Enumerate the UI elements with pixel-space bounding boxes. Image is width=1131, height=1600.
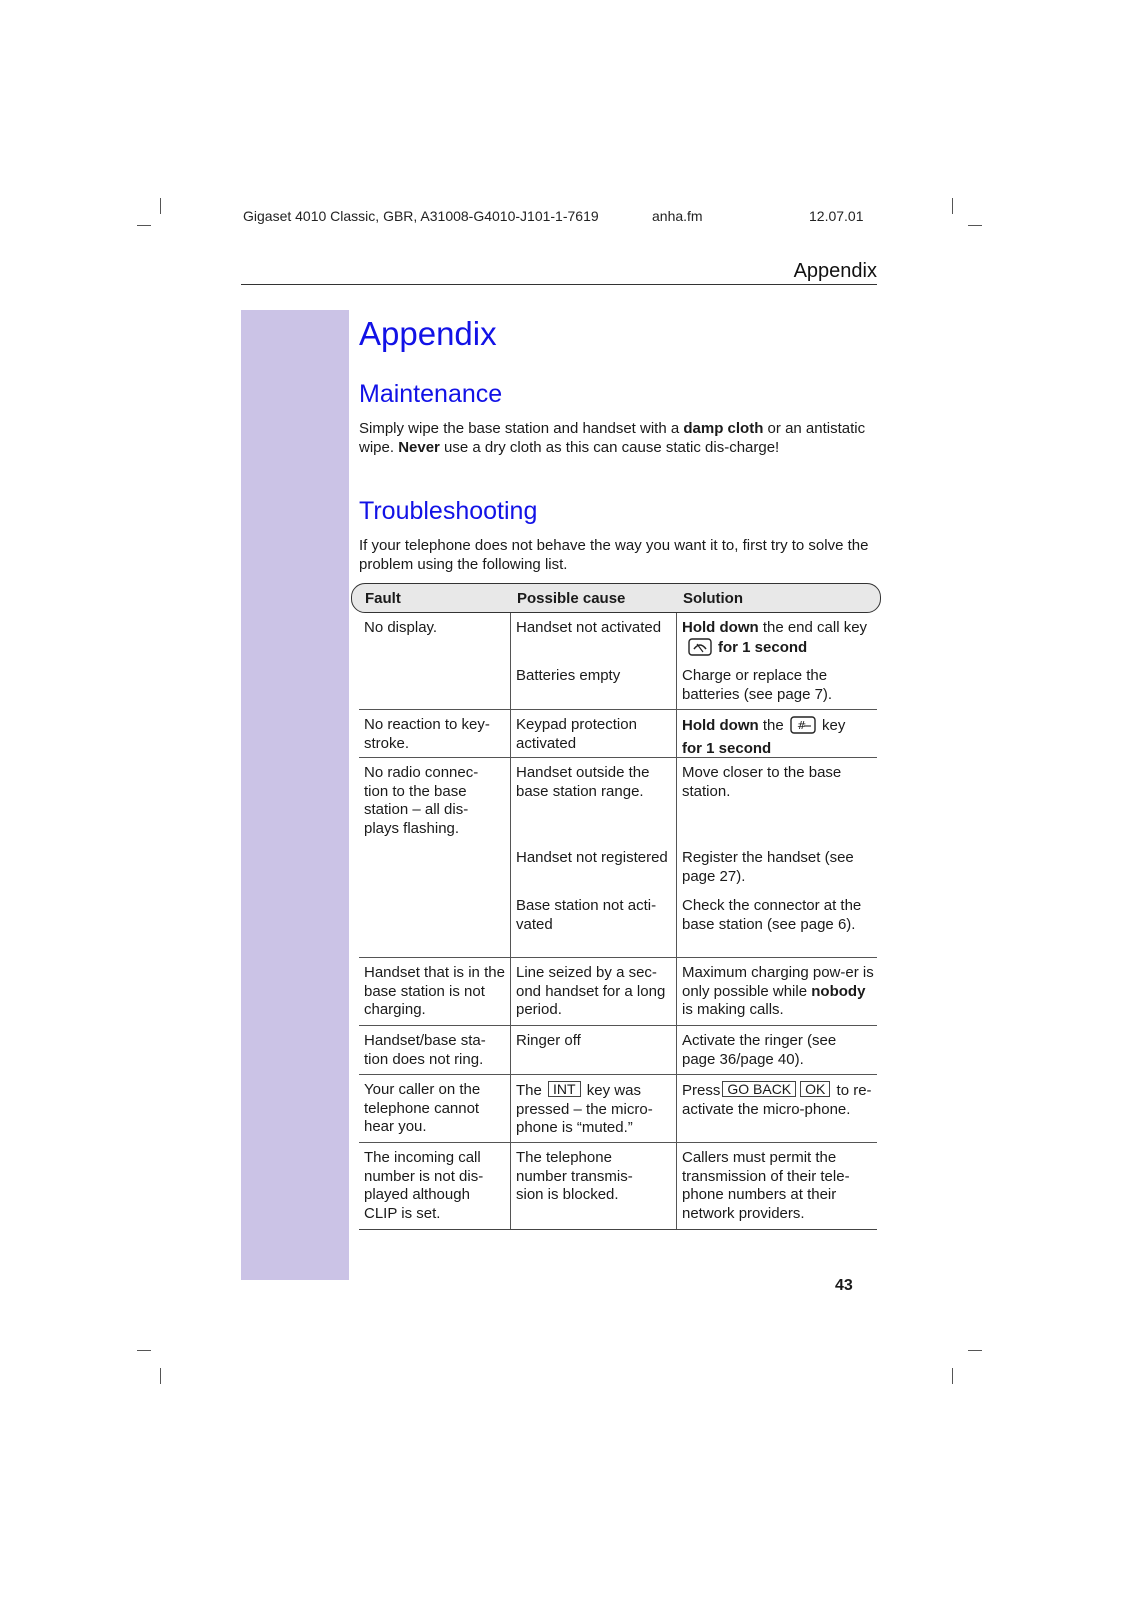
table-row (359, 958, 877, 1026)
solution-cell: Register the handset (see page 27). (682, 849, 854, 885)
solution-cell: Check the connector at the base station (see page 6). (682, 897, 862, 933)
solution-text: key (817, 717, 846, 734)
end-call-key-icon (688, 638, 712, 662)
page-title: Appendix (359, 315, 497, 352)
table-row (359, 1075, 877, 1143)
cause-cell: Line seized by a sec-ond handset for a long period. (516, 964, 666, 1018)
crop-mark (160, 1368, 161, 1384)
table-row (359, 613, 877, 710)
crop-mark (952, 198, 953, 214)
table-row (359, 1143, 877, 1230)
header-solution: Solution (683, 590, 743, 607)
fault-cell: No radio connec-tion to the base station – all dis-plays flashing. (364, 764, 479, 837)
solution-text: is making calls. (682, 1001, 784, 1018)
header-cause: Possible cause (517, 590, 626, 607)
fault-cell: No display. (364, 619, 438, 636)
solution-cell: Move closer to the base station. (682, 764, 842, 800)
solution-cell (682, 619, 877, 661)
table-row (359, 710, 877, 758)
crop-mark (968, 1350, 982, 1351)
cause-cell: Keypad protection activated (516, 716, 637, 752)
maintenance-text (359, 419, 877, 457)
solution-bold: for 1 second (718, 638, 808, 656)
cause-cell: Handset not activated (516, 619, 662, 636)
cause-text: key was pressed – the micro-phone is “muted.” (516, 1082, 653, 1136)
fault-cell: The incoming call number is not dis-played although CLIP is set. (364, 1149, 484, 1222)
solution-cell: Activate the ringer (see page 36/page 40). (682, 1032, 837, 1068)
solution-text: the (758, 717, 788, 734)
page-number: 43 (835, 1277, 853, 1294)
solution-text: the end call key (758, 619, 868, 636)
troubleshooting-heading: Troubleshooting (359, 497, 538, 525)
solution-cell (682, 1081, 877, 1119)
cause-cell (516, 1081, 676, 1138)
cause-cell: Handset not registered (516, 849, 668, 866)
fault-cell: Handset/base sta-tion does not ring. (364, 1032, 486, 1068)
solution-cell (682, 964, 877, 1020)
solution-bold: for 1 second (682, 739, 772, 757)
solution-cell: Callers must permit the transmission of their tele-phone numbers at their network providers. (682, 1149, 850, 1222)
doc-date: 12.07.01 (809, 208, 864, 224)
fault-cell: Handset that is in the base station is not charging. (364, 964, 505, 1018)
maintenance-text-3: use a dry cloth as this can cause static dis-charge! (439, 439, 780, 456)
troubleshooting-intro: If your telephone does not behave the way you want it to, first try to solve the problem using the following list. (359, 537, 869, 573)
crop-mark (952, 1368, 953, 1384)
maintenance-bold-2: Never (398, 439, 440, 456)
cause-cell: Base station not acti-vated (516, 897, 657, 933)
solution-cell (682, 716, 877, 758)
troubleshooting-table (359, 583, 877, 1230)
solution-bold: Hold down (682, 717, 759, 734)
maintenance-bold-1: damp cloth (683, 420, 764, 437)
section-header (241, 256, 877, 285)
ok-key: OK (800, 1081, 830, 1097)
solution-text: to re-activate the micro-phone. (682, 1082, 872, 1118)
fault-cell: No reaction to key-stroke. (364, 716, 490, 752)
maintenance-text-1: Simply wipe the base station and handset with a (359, 420, 684, 437)
svg-text:#: # (796, 719, 807, 732)
crop-mark (968, 225, 982, 226)
crop-mark (137, 1350, 151, 1351)
maintenance-text-2: or an antistatic wipe. (359, 420, 866, 456)
crop-mark (160, 198, 161, 214)
cause-cell: The telephone number transmis-sion is blocked. (516, 1149, 633, 1203)
int-key: INT (548, 1081, 581, 1097)
section-title: Appendix (793, 260, 877, 282)
solution-text: Press (682, 1082, 721, 1099)
table-row (359, 1026, 877, 1075)
maintenance-heading: Maintenance (359, 380, 503, 408)
doc-id: Gigaset 4010 Classic, GBR, A31008-G4010-J101-1-7619 (243, 208, 599, 224)
table-row (359, 758, 877, 958)
header-fault: Fault (365, 590, 401, 607)
cause-text: The (516, 1082, 542, 1099)
crop-mark (137, 225, 151, 226)
hash-key-icon (790, 716, 816, 740)
fault-cell: Your caller on the telephone cannot hear you. (364, 1081, 481, 1135)
table-header (351, 583, 881, 613)
solution-cell: Charge or replace the batteries (see page 7). (682, 667, 833, 703)
cause-cell: Ringer off (516, 1032, 581, 1049)
solution-bold: nobody (811, 982, 866, 1000)
cause-cell: Handset outside the base station range. (516, 764, 650, 800)
go-back-key: GO BACK (722, 1081, 796, 1097)
solution-bold: Hold down (682, 619, 759, 636)
side-bar (241, 310, 349, 1280)
file-name: anha.fm (652, 208, 703, 224)
solution-text: Maximum charging pow-er is only possible while (682, 964, 874, 1000)
cause-cell: Batteries empty (516, 667, 621, 684)
